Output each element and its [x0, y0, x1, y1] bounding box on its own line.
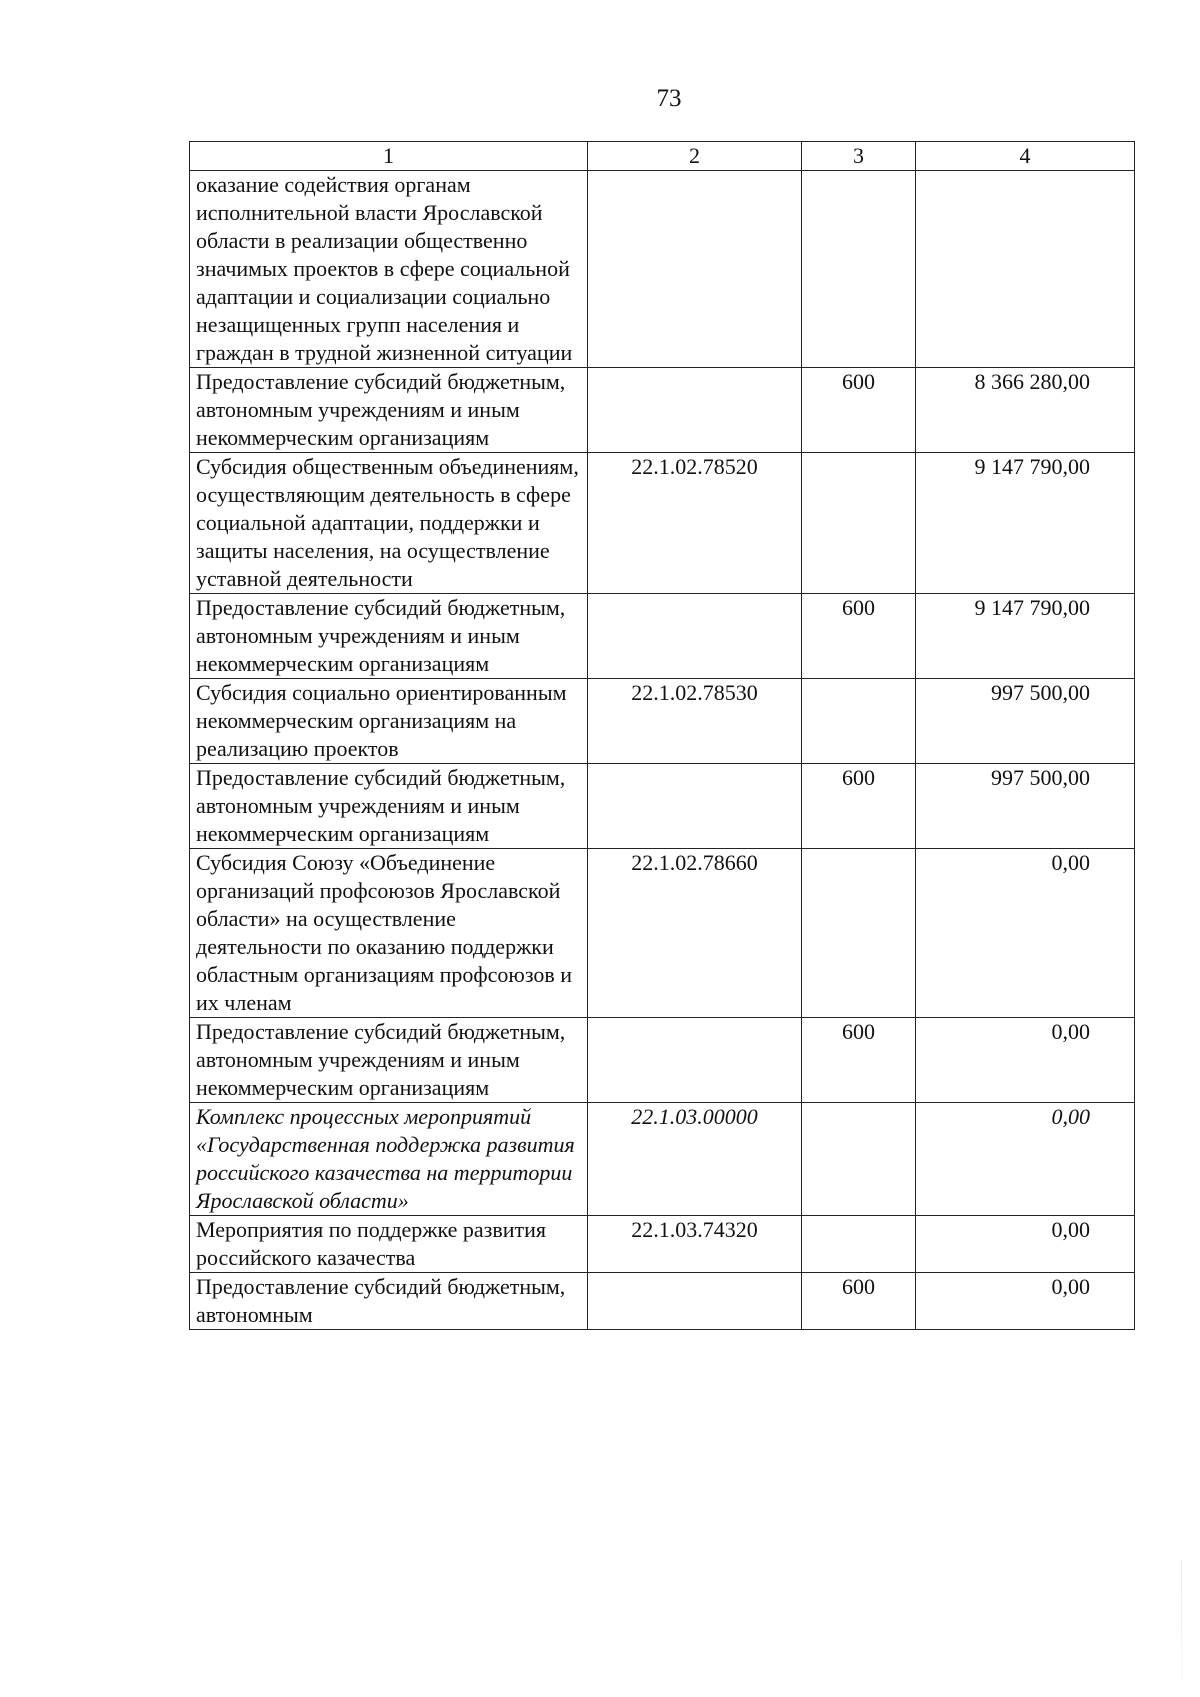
row-sum-cell: 0,00	[916, 1018, 1135, 1103]
page-number: 73	[656, 85, 682, 112]
row-code-cell	[588, 368, 802, 453]
row-type-cell: 600	[802, 1273, 916, 1330]
header-row	[190, 142, 1135, 171]
row-type-cell: 600	[802, 594, 916, 679]
row-sum-cell: 0,00	[916, 1273, 1135, 1330]
scan-artifact	[1181, 1560, 1182, 1680]
row-sum-cell: 0,00	[916, 1103, 1135, 1216]
header-col-3: 3	[802, 142, 916, 171]
table-row	[190, 368, 1135, 453]
row-name-cell: Комплекс процессных мероприятий «Государственная поддержка развития российского казачества на территории Ярославской области»	[190, 1103, 588, 1216]
table-row	[190, 453, 1135, 594]
row-sum-cell: 0,00	[916, 1216, 1135, 1273]
row-name-cell: Субсидия социально ориентированным некоммерческим организациям на реализацию проектов	[190, 679, 588, 764]
row-name-cell: Предоставление субсидий бюджетным, автономным учреждениям и иным некоммерческим организациям	[190, 764, 588, 849]
row-sum-cell: 997 500,00	[916, 764, 1135, 849]
table-row	[190, 171, 1135, 368]
row-code-cell	[588, 1273, 802, 1330]
row-sum-cell: 0,00	[916, 849, 1135, 1018]
row-name-cell: Предоставление субсидий бюджетным, автономным	[190, 1273, 588, 1330]
row-sum-cell: 9 147 790,00	[916, 453, 1135, 594]
row-code-cell: 22.1.03.00000	[588, 1103, 802, 1216]
row-code-cell: 22.1.03.74320	[588, 1216, 802, 1273]
row-type-cell: 600	[802, 368, 916, 453]
row-name-cell: Предоставление субсидий бюджетным, автономным учреждениям и иным некоммерческим организациям	[190, 1018, 588, 1103]
row-sum-cell	[916, 171, 1135, 368]
table-row	[190, 1216, 1135, 1273]
row-code-cell: 22.1.02.78520	[588, 453, 802, 594]
row-name-cell: Субсидия Союзу «Объединение организаций профсоюзов Ярославской области» на осуществление деятельности по оказанию поддержки областным организациям профсоюзов и их членам	[190, 849, 588, 1018]
row-type-cell: 600	[802, 1018, 916, 1103]
header-col-1: 1	[190, 142, 588, 171]
row-type-cell	[802, 1103, 916, 1216]
row-type-cell	[802, 1216, 916, 1273]
row-sum-cell: 8 366 280,00	[916, 368, 1135, 453]
row-name-cell: Мероприятия по поддержке развития российского казачества	[190, 1216, 588, 1273]
row-type-cell	[802, 171, 916, 368]
header-col-4: 4	[916, 142, 1135, 171]
row-code-cell	[588, 594, 802, 679]
row-code-cell	[588, 1018, 802, 1103]
table-row	[190, 1273, 1135, 1330]
row-code-cell	[588, 171, 802, 368]
table-row	[190, 594, 1135, 679]
table-body	[190, 171, 1135, 1330]
table-header	[190, 142, 1135, 171]
budget-table	[189, 141, 1135, 1330]
row-sum-cell: 9 147 790,00	[916, 594, 1135, 679]
table-row	[190, 1103, 1135, 1216]
row-type-cell	[802, 679, 916, 764]
table-row	[190, 679, 1135, 764]
table-row	[190, 764, 1135, 849]
row-name-cell: Предоставление субсидий бюджетным, автономным учреждениям и иным некоммерческим организациям	[190, 594, 588, 679]
row-code-cell	[588, 764, 802, 849]
table-row	[190, 849, 1135, 1018]
row-name-cell: оказание содействия органам исполнительной власти Ярославской области в реализации общественно значимых проектов в сфере социальной адаптации и социализации социально незащищенных групп населения и граждан в трудной жизненной ситуации	[190, 171, 588, 368]
row-code-cell: 22.1.02.78660	[588, 849, 802, 1018]
row-type-cell: 600	[802, 764, 916, 849]
row-type-cell	[802, 849, 916, 1018]
row-name-cell: Предоставление субсидий бюджетным, автономным учреждениям и иным некоммерческим организациям	[190, 368, 588, 453]
row-type-cell	[802, 453, 916, 594]
row-code-cell: 22.1.02.78530	[588, 679, 802, 764]
header-col-2: 2	[588, 142, 802, 171]
row-name-cell: Субсидия общественным объединениям, осуществляющим деятельность в сфере социальной адаптации, поддержки и защиты населения, на осуществление уставной деятельности	[190, 453, 588, 594]
table-row	[190, 1018, 1135, 1103]
row-sum-cell: 997 500,00	[916, 679, 1135, 764]
